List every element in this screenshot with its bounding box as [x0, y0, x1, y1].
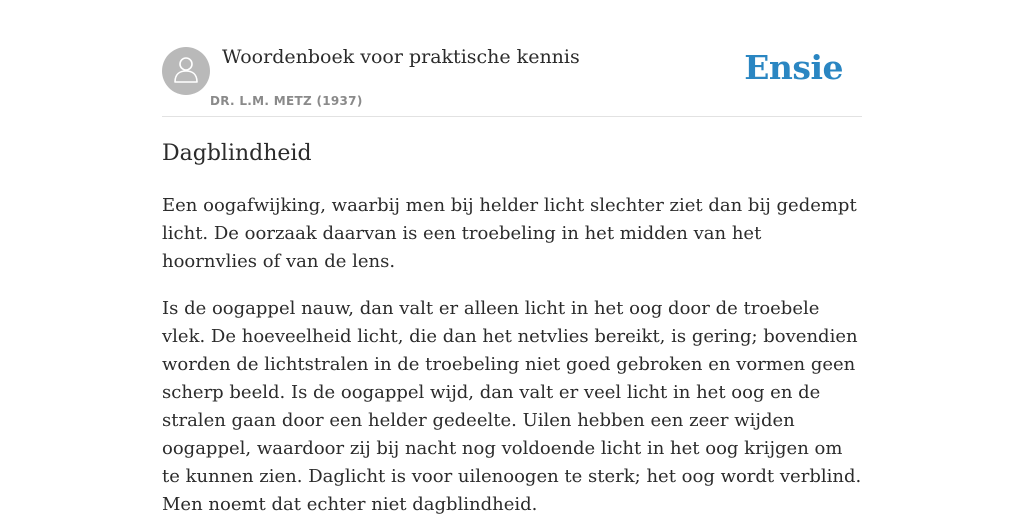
- article: [162, 138, 862, 519]
- article-title: Dagblindheid: [162, 141, 312, 166]
- ensie-logo[interactable]: Ensie: [744, 48, 843, 87]
- author-line: DR. L.M. METZ (1937): [210, 94, 363, 108]
- article-paragraph: Is de oogappel nauw, dan valt er alleen licht in het oog door de troebele vlek. De hoeveelheid licht, die dan het netvlies bereikt, is gering; bovendien worden de lichtstralen in de troebeling niet goed gebroken en vormen geen scherp beeld. Is de oogappel wijd, dan valt er veel licht in het oog en de stralen gaan door een helder gedeelte. Uilen hebben een zeer wijden oogappel, waardoor zij bij nacht nog voldoende licht in het oog krijgen om te kunnen zien. Daglicht is voor uilenoogen te sterk; het oog wordt verblind. Men noemt dat echter niet dagblindheid.: [162, 298, 862, 515]
- avatar[interactable]: [162, 47, 210, 95]
- article-paragraph: Een oogafwijking, waarbij men bij helder licht slechter ziet dan bij gedempt licht. De oorzaak daarvan is een troebeling in het midden van het hoornvlies of van de lens.: [162, 195, 857, 272]
- book-title[interactable]: Woordenboek voor praktische kennis: [222, 46, 580, 68]
- user-icon: [172, 54, 200, 88]
- header: [162, 44, 862, 117]
